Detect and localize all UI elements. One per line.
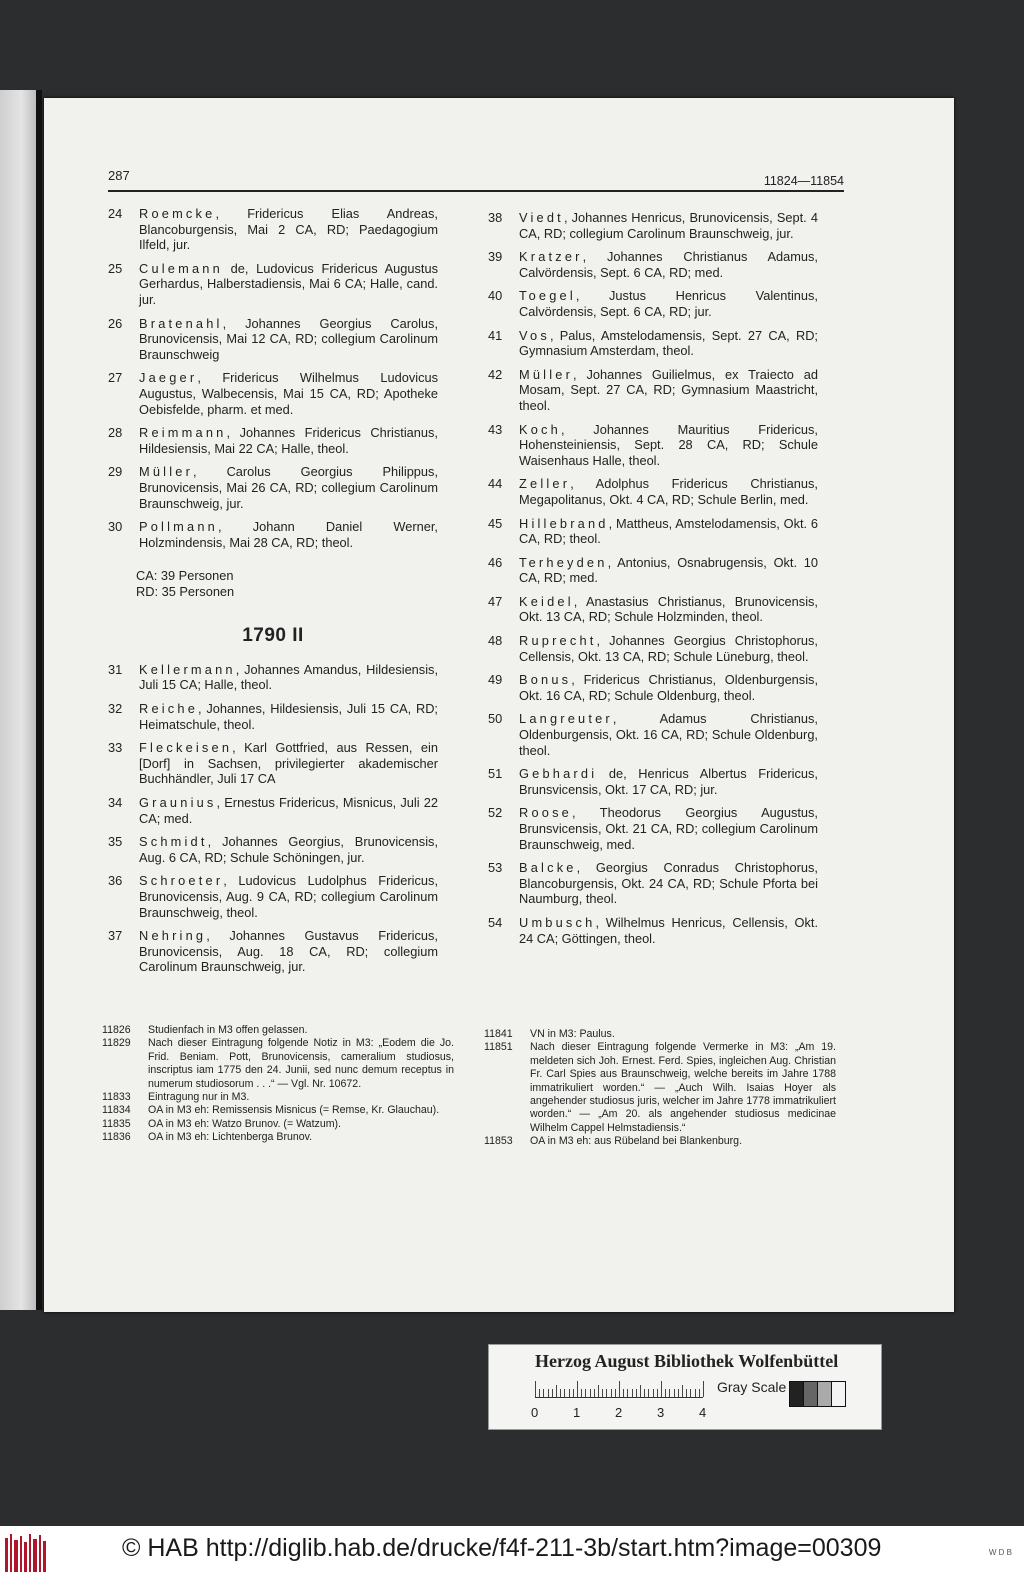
register-entry <box>488 805 818 852</box>
scale-number: 2 <box>615 1405 623 1420</box>
entry-surname: Fleckeisen <box>139 740 233 756</box>
entry-number: 52 <box>488 805 503 821</box>
register-entry <box>108 316 438 363</box>
register-entry <box>108 928 438 975</box>
footnote <box>102 1131 454 1144</box>
entry-number: 28 <box>108 425 123 441</box>
footnote <box>484 1041 836 1135</box>
entry-text: , Johannes Georgius Carolus, Brunovicensis, Mai 12 CA, RD; collegium Carolinum Braunschweig <box>139 315 438 362</box>
footnote-text: Nach dieser Eintragung folgende Vermerke in M3: „Am 19. meldeten sich Joh. Ernest. Ferd. Spies, ingleichen Aug. Christian Fr. Carl Spies aus Braunschweig, welche bereits im Jahre 1788 immatrikuliert worden.“ — „Auch Wilh. Isaias Hoyer als angehender studiosus juris, welcher im Jahre 1778 immatrikuliert worden.“ — „Am 20. als angehender studiosus medicinae Wilhelm Cappel Helmstadiensis.“ <box>530 1041 836 1134</box>
entry-number: 46 <box>488 554 503 570</box>
ruler-tick <box>543 1389 544 1397</box>
entry-number: 39 <box>488 249 503 265</box>
summary-ca: CA: 39 Personen <box>136 568 234 584</box>
footnote-number: 11834 <box>102 1104 131 1117</box>
entry-text: , Johann Daniel Werner, Holzmindensis, Mai 28 CA, RD; theol. <box>139 519 438 550</box>
entry-text: , Adolphus Fridericus Christianus, Megapolitanus, Okt. 4 CA, RD; Schule Berlin, med. <box>519 476 818 507</box>
left-column <box>108 206 438 983</box>
entry-surname: Langreuter <box>519 711 613 727</box>
entry-text: , Mattheus, Amstelodamensis, Okt. 6 CA, RD; theol. <box>519 515 818 547</box>
library-name: Herzog August Bibliothek Wolfenbüttel <box>535 1351 839 1371</box>
ruler-tick <box>627 1389 628 1397</box>
register-entry <box>488 367 818 414</box>
ruler-tick <box>632 1389 633 1397</box>
entry-number: 54 <box>488 914 503 930</box>
ruler-tick <box>560 1389 561 1397</box>
register-entry <box>488 476 818 507</box>
footnote <box>102 1104 454 1117</box>
entry-surname: Umbusch <box>519 914 596 930</box>
entry-text: , Theodorus Georgius Augustus, Brunsvicensis, Okt. 21 CA, RD; collegium Carolinum Braunschweig, med. <box>519 805 818 852</box>
register-entry <box>488 766 818 797</box>
entry-number: 36 <box>108 873 123 889</box>
footnote-number: 11836 <box>102 1131 131 1144</box>
ruler-tick <box>703 1381 704 1397</box>
entry-text: , Adamus Christianus, Oldenburgensis, Okt. 16 CA, RD; Schule Oldenburg, theol. <box>519 711 818 758</box>
entry-number: 43 <box>488 421 503 437</box>
entry-text: , Antonius, Osnabrugensis, Okt. 10 CA, RD; med. <box>519 554 818 586</box>
ruler-tick <box>636 1389 637 1397</box>
register-entry <box>108 873 438 920</box>
entry-surname: Bratenahl <box>139 315 223 331</box>
header-rule <box>108 190 844 192</box>
entry-text: , Georgius Conradus Christophorus, Blancoburgensis, Okt. 24 CA, RD; Schule Pforta bei Naumburg, theol. <box>519 860 818 907</box>
entry-text: , Anastasius Christianus, Brunovicensis, Okt. 13 CA, RD; Schule Holzminden, theol. <box>519 593 818 625</box>
ruler-tick <box>669 1389 670 1397</box>
gray-scale-label: Gray Scale <box>717 1379 787 1395</box>
footnotes-right <box>484 1028 836 1149</box>
entry-surname: Graunius <box>139 795 217 811</box>
entry-surname: Keidel <box>519 593 574 609</box>
entry-surname: Balcke <box>519 860 577 876</box>
entry-range: 11824—11854 <box>763 174 844 188</box>
entry-surname: Pollmann <box>139 519 218 535</box>
footnote-number: 11851 <box>484 1041 513 1054</box>
gray-swatch <box>831 1381 846 1407</box>
entry-list-left-2 <box>108 662 438 975</box>
entry-surname: Roemcke <box>139 206 216 221</box>
register-entry <box>108 370 438 417</box>
ruler-tick <box>594 1389 595 1397</box>
entry-surname: Ruprecht <box>519 633 597 649</box>
entry-number: 35 <box>108 834 123 850</box>
entry-number: 34 <box>108 795 123 811</box>
entry-text: , Palus, Amstelodamensis, Sept. 27 CA, RD; Gymnasium Amsterdam, theol. <box>519 327 818 359</box>
ruler-tick <box>535 1381 536 1397</box>
register-entry <box>108 425 438 456</box>
entry-surname: Jaeger <box>139 370 198 386</box>
entry-number: 38 <box>488 210 503 225</box>
footnote <box>102 1037 454 1091</box>
entry-surname: Nehring <box>139 928 207 944</box>
entry-text: de, Ludovicus Fridericus Augustus Gerhardus, Halberstadiensis, Mai 6 CA; Halle, cand. jur. <box>139 260 438 307</box>
right-column <box>488 210 818 954</box>
entry-text: , Wilhelmus Henricus, Cellensis, Okt. 24 CA; Göttingen, theol. <box>519 914 818 946</box>
register-entry <box>488 249 818 280</box>
ruler-tick <box>619 1381 620 1397</box>
footnote-text: Nach dieser Eintragung folgende Notiz in M3: „Eodem die Jo. Frid. Beniam. Pott, Brunovicensis, cameralium studiosus, inscriptus iam 1775 den 24. Junii, sed nunc demum receptus in numerum studiosorum . . .“ — Vgl. Nr. 10672. <box>148 1037 454 1090</box>
footer-bar <box>0 1526 1024 1582</box>
ruler-tick <box>552 1389 553 1397</box>
scale-number: 1 <box>573 1405 581 1420</box>
footnote-text: Eintragung nur in M3. <box>148 1091 250 1104</box>
ruler-tick <box>581 1389 582 1397</box>
entry-number: 49 <box>488 672 503 688</box>
ruler-tick <box>682 1385 683 1397</box>
entry-number: 33 <box>108 740 123 756</box>
ruler-tick <box>623 1389 624 1397</box>
entry-text: , Ludovicus Ludolphus Fridericus, Brunovicensis, Aug. 9 CA, RD; collegium Carolinum Braunschweig, theol. <box>139 873 438 920</box>
entry-text: , Johannes Georgius, Brunovicensis, Aug. 6 CA, RD; Schule Schöningen, jur. <box>139 834 438 865</box>
scale-number: 0 <box>531 1405 539 1420</box>
entry-number: 25 <box>108 260 123 276</box>
ruler-tick <box>648 1389 649 1397</box>
scale-ruler <box>535 1379 703 1398</box>
entry-number: 48 <box>488 633 503 649</box>
register-entry <box>488 422 818 469</box>
ruler-tick <box>644 1389 645 1397</box>
entry-number: 45 <box>488 515 503 531</box>
entry-text: , Johannes Henricus, Brunovicensis, Sept. 4 CA, RD; collegium Carolinum Braunschweig, jur. <box>519 210 818 241</box>
entry-text: , Johannes Mauritius Fridericus, Hohensteiniensis, Sept. 28 CA, RD; Schule Waisenhaus Halle, theol. <box>519 421 818 468</box>
entry-text: , Fridericus Christianus, Oldenburgensis, Okt. 16 CA, RD; Schule Oldenburg, theol. <box>519 672 818 703</box>
page-number: 287 <box>108 168 130 183</box>
register-entry <box>488 711 818 758</box>
entry-number: 47 <box>488 593 503 609</box>
entry-text: , Johannes Fridericus Christianus, Hildesiensis, Mai 22 CA; Halle, theol. <box>139 425 438 456</box>
ruler-tick <box>699 1389 700 1397</box>
entry-surname: Kratzer <box>519 249 583 265</box>
entry-surname: Gebhardi <box>519 766 598 782</box>
entry-text: de, Henricus Albertus Fridericus, Brunsvicensis, Okt. 17 CA, RD; jur. <box>519 766 818 797</box>
footnote-number: 11829 <box>102 1037 131 1050</box>
gray-swatch <box>803 1381 818 1407</box>
register-entry <box>488 915 818 946</box>
footnote <box>102 1118 454 1131</box>
footnote-number: 11835 <box>102 1117 131 1130</box>
entry-text: , Karl Gottfried, aus Ressen, ein [Dorf] in Sachsen, privilegierter akademischer Buchhändler, Juli 17 CA <box>139 740 438 787</box>
barcode-icon <box>4 1534 48 1574</box>
ruler-tick <box>573 1389 574 1397</box>
entry-text: , Johannes Guilielmus, ex Traiecto ad Mosam, Sept. 27 CA, RD; Gymnasium Maastricht, theol. <box>519 366 818 413</box>
entry-text: , Ernestus Fridericus, Misnicus, Juli 22 CA; med. <box>139 795 438 826</box>
entry-surname: Terheyden <box>519 554 608 570</box>
ruler-tick <box>615 1389 616 1397</box>
footnote <box>102 1024 454 1037</box>
entry-number: 29 <box>108 464 123 480</box>
entry-number: 37 <box>108 928 123 944</box>
ruler-tick <box>577 1381 578 1397</box>
footer-mini-logo: W D B <box>988 1548 1012 1557</box>
ruler-tick <box>585 1389 586 1397</box>
entry-surname: Schroeter <box>139 873 224 889</box>
register-entry <box>488 555 818 586</box>
register-entry <box>488 516 818 547</box>
footnote <box>102 1091 454 1104</box>
entry-text: , Johannes Gustavus Fridericus, Brunovicensis, Aug. 18 CA, RD; collegium Carolinum Braunschweig, jur. <box>139 928 438 975</box>
footnote-number: 11841 <box>484 1028 513 1040</box>
entry-text: , Johannes Christianus Adamus, Calvördensis, Sept. 6 CA, RD; med. <box>519 249 818 280</box>
scale-number: 4 <box>699 1405 707 1420</box>
footnote-text: Studienfach in M3 offen gelassen. <box>148 1024 308 1036</box>
ruler-tick <box>665 1389 666 1397</box>
ruler-tick <box>564 1389 565 1397</box>
entry-surname: Reiche <box>139 701 199 717</box>
ruler-tick <box>695 1389 696 1397</box>
entry-surname: Reimmann <box>139 425 227 441</box>
entry-surname: Zeller <box>519 476 571 492</box>
entry-list-left <box>108 206 438 550</box>
section-heading: 1790 II <box>242 625 304 647</box>
footnote-text: VN in M3: Paulus. <box>530 1028 615 1040</box>
footnote-number: 11853 <box>484 1135 513 1148</box>
entry-number: 50 <box>488 711 503 727</box>
ruler-tick <box>690 1389 691 1397</box>
color-target-card <box>488 1344 882 1430</box>
ruler-tick <box>678 1389 679 1397</box>
entry-number: 53 <box>488 860 503 876</box>
gray-swatch <box>789 1381 804 1407</box>
entry-text: , Fridericus Elias Andreas, Blancoburgensis, Mai 2 CA, RD; Paedagogium Ilfeld, jur. <box>139 206 438 253</box>
footnote-text: OA in M3 eh: Remissensis Misnicus (= Remse, Kr. Glauchau). <box>148 1104 440 1117</box>
register-entry <box>108 701 438 732</box>
entry-number: 30 <box>108 519 123 535</box>
footnote <box>484 1028 836 1041</box>
register-entry <box>108 519 438 550</box>
ruler-tick <box>611 1389 612 1397</box>
ruler-tick <box>657 1389 658 1397</box>
footnote-text: OA in M3 eh: aus Rübeland bei Blankenburg. <box>530 1135 743 1148</box>
register-entry <box>108 795 438 826</box>
entry-number: 31 <box>108 661 123 677</box>
entry-surname: Kellermann <box>139 661 236 677</box>
entry-surname: Müller <box>139 464 194 480</box>
gray-swatch <box>817 1381 832 1407</box>
entry-surname: Vos <box>519 327 550 343</box>
entry-text: , Carolus Georgius Philippus, Brunovicensis, Mai 26 CA, RD; collegium Carolinum Braunschweig, jur. <box>139 464 438 511</box>
register-entry <box>108 206 438 253</box>
ruler-tick <box>686 1389 687 1397</box>
register-entry <box>488 594 818 625</box>
entry-surname: Bonus <box>519 672 572 688</box>
entry-surname: Roose <box>519 805 572 821</box>
register-entry <box>108 834 438 865</box>
footer-url[interactable]: © HAB http://diglib.hab.de/drucke/f4f-211-3b/start.htm?image=00309 <box>122 1534 882 1562</box>
entry-number: 42 <box>488 366 503 382</box>
footnote <box>484 1135 836 1148</box>
entry-text: , Fridericus Wilhelmus Ludovicus Augustus, Walbecensis, Mai 15 CA, RD; Apotheke Oebisfelde, pharm. et med. <box>139 370 438 417</box>
register-entry <box>108 740 438 787</box>
entry-surname: Hillebrand <box>519 515 609 531</box>
register-entry <box>488 210 818 241</box>
entry-list-right <box>488 210 818 946</box>
entry-number: 32 <box>108 701 123 717</box>
scanned-page <box>44 98 954 1312</box>
entry-surname: Viedt <box>519 210 564 225</box>
adjacent-page-edge <box>0 90 36 1310</box>
ruler-tick <box>602 1389 603 1397</box>
register-entry <box>108 261 438 308</box>
ruler-tick <box>548 1389 549 1397</box>
entry-text: , Johannes Amandus, Hildesiensis, Juli 15 CA; Halle, theol. <box>139 661 438 693</box>
entry-surname: Müller <box>519 366 574 382</box>
book-gutter <box>36 90 42 1310</box>
entry-number: 40 <box>488 288 503 304</box>
register-entry <box>108 464 438 511</box>
entry-text: , Justus Henricus Valentinus, Calvördensis, Sept. 6 CA, RD; jur. <box>519 288 818 319</box>
summary-rd: RD: 35 Personen <box>136 584 235 600</box>
ruler-tick <box>640 1385 641 1397</box>
ruler-tick <box>661 1381 662 1397</box>
entry-text: , Johannes Georgius Christophorus, Cellensis, Okt. 13 CA, RD; Schule Lüneburg, theol. <box>519 633 818 664</box>
footnote-text: OA in M3 eh: Watzo Brunov. (= Watzum). <box>148 1117 342 1130</box>
entry-number: 24 <box>108 206 123 221</box>
entry-number: 27 <box>108 370 123 386</box>
ruler-tick <box>606 1389 607 1397</box>
footnote-number: 11826 <box>102 1024 131 1036</box>
summary <box>108 568 438 600</box>
register-entry <box>488 860 818 907</box>
register-entry <box>488 328 818 359</box>
register-entry <box>108 662 438 693</box>
entry-number: 41 <box>488 327 503 343</box>
ruler-tick <box>556 1385 557 1397</box>
entry-text: , Johannes, Hildesiensis, Juli 15 CA, RD; Heimatschule, theol. <box>139 701 438 732</box>
entry-surname: Schmidt <box>139 834 208 850</box>
register-entry <box>488 672 818 703</box>
entry-number: 26 <box>108 315 123 331</box>
footnote-text: OA in M3 eh: Lichtenberga Brunov. <box>148 1131 313 1144</box>
entry-number: 44 <box>488 476 503 492</box>
ruler-tick <box>569 1389 570 1397</box>
ruler-tick <box>653 1389 654 1397</box>
ruler-tick <box>539 1389 540 1397</box>
entry-surname: Toegel <box>519 288 576 304</box>
register-entry <box>488 288 818 319</box>
entry-surname: Culemann <box>139 260 223 276</box>
ruler-tick <box>674 1389 675 1397</box>
footnotes-left <box>102 1024 454 1145</box>
entry-surname: Koch <box>519 421 561 437</box>
ruler-tick <box>598 1385 599 1397</box>
register-entry <box>488 633 818 664</box>
scale-number: 3 <box>657 1405 665 1420</box>
footnote-number: 11833 <box>102 1091 131 1104</box>
ruler-tick <box>590 1389 591 1397</box>
entry-number: 51 <box>488 766 503 782</box>
